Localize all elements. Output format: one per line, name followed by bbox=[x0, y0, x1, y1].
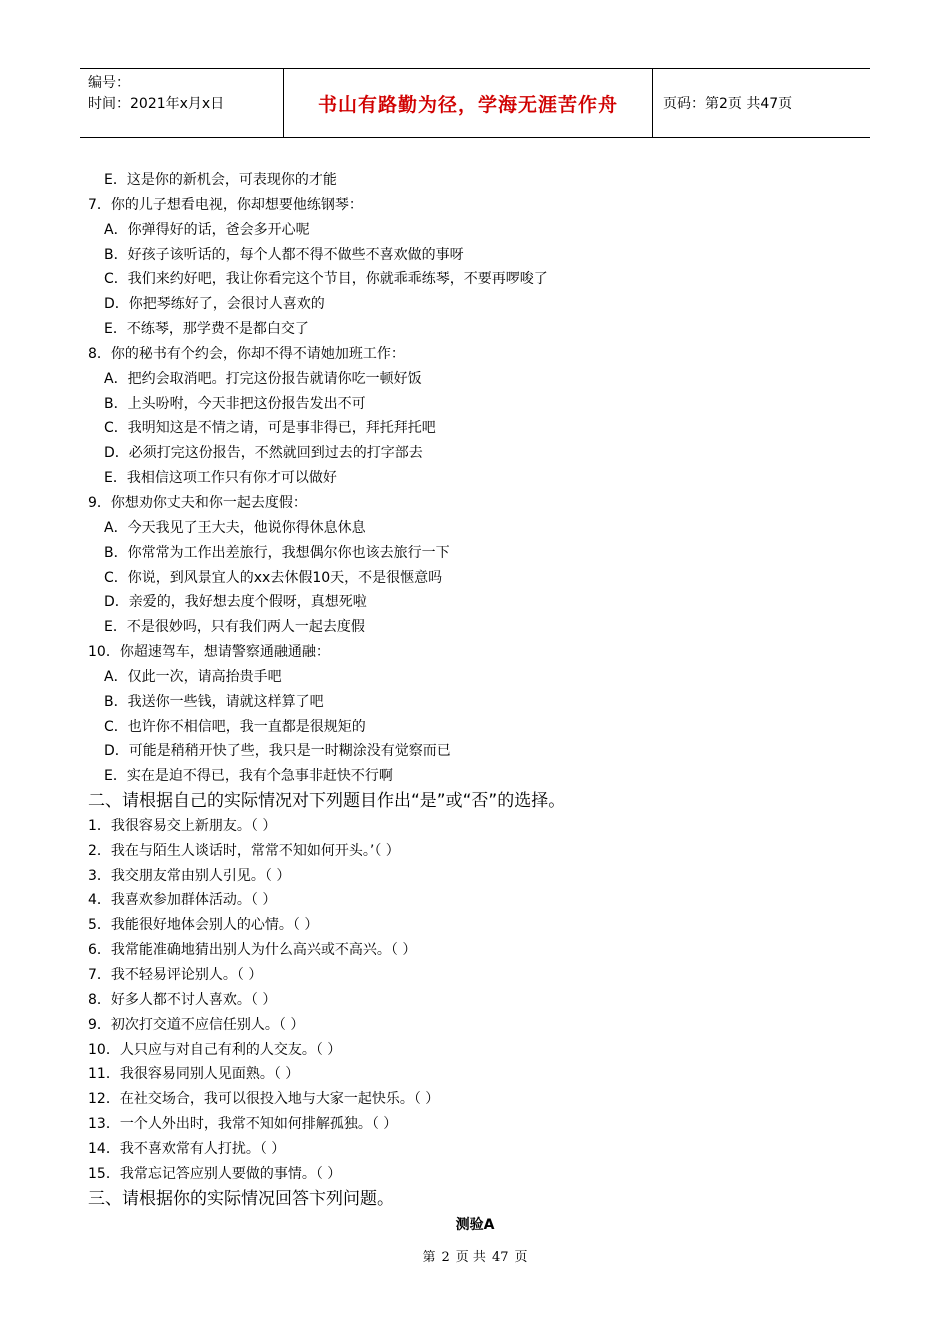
question-item: 7．我不轻易评论别人。（ ） bbox=[88, 967, 263, 983]
question-item: 3．我交朋友常由别人引见。（ ） bbox=[88, 867, 291, 884]
page-footer bbox=[0, 1246, 950, 1265]
header-meta bbox=[80, 69, 283, 137]
answer-option: A．今天我见了王大夫，他说你得休息休息 bbox=[104, 519, 366, 536]
question-item: 7．你的儿子想看电视，你却想要他练钢琴： bbox=[88, 196, 363, 213]
footer-total-pages: 47 bbox=[491, 1250, 509, 1265]
question-item: 1．我很容易交上新朋友。（ ） bbox=[88, 817, 277, 834]
question-item: 15．我常忘记答应别人要做的事情。（ ） bbox=[88, 1165, 342, 1182]
question-item: 2．我在与陌生人谈话时，常常不知如何开头。’（ ） bbox=[88, 842, 400, 859]
answer-option: D．你把琴练好了，会很讨人喜欢的 bbox=[104, 296, 325, 313]
page-header bbox=[80, 68, 870, 138]
question-item: 12．在社交场合，我可以很投入地与大家一起快乐。（ ） bbox=[88, 1091, 440, 1108]
section-subtitle: 测验A bbox=[455, 1217, 495, 1233]
answer-option: B．你常常为工作出差旅行，我想偶尔你也该去旅行一下 bbox=[104, 544, 450, 561]
answer-option: D．亲爱的，我好想去度个假呀，真想死啦 bbox=[104, 594, 367, 611]
question-item: 11．我很容易同别人见面熟。（ ） bbox=[88, 1066, 300, 1083]
answer-option: B．上头吩咐，今天非把这份报告发出不可 bbox=[104, 395, 366, 412]
header-motto: 书山有路勤为径，学海无涯苦作舟 bbox=[283, 69, 653, 137]
answer-option: E．我相信这项工作只有你才可以做好 bbox=[104, 470, 337, 487]
question-item: 6．我常能准确地猜出别人为什么高兴或不高兴。（ ） bbox=[88, 942, 417, 959]
answer-option: D．可能是稍稍开快了些，我只是一时糊涂没有觉察而已 bbox=[104, 743, 451, 760]
question-item: 13．一个人外出时，我常不知如何排解孤独。（ ） bbox=[88, 1116, 398, 1133]
section-heading: 三、请根据你的实际情况回答卞列问题。 bbox=[88, 1188, 394, 1209]
answer-option: C．我明知这是不情之请，可是事非得已，拜托拜托吧 bbox=[104, 420, 436, 437]
answer-option: D．必须打完这份报告，不然就回到过去的打字部去 bbox=[104, 445, 423, 462]
question-item: 14．我不喜欢常有人打扰。（ ） bbox=[88, 1140, 286, 1157]
answer-option: A．把约会取消吧。打完这份报告就请你吃一顿好饭 bbox=[104, 370, 422, 387]
answer-option: C．我们来约好吧，我让你看完这个节目，你就乖乖练琴，不要再啰唆了 bbox=[104, 271, 548, 288]
answer-option: E．不练琴，那学费不是都白交了 bbox=[104, 321, 309, 338]
question-item: 8．你的秘书有个约会，你却不得不请她加班工作： bbox=[88, 345, 405, 362]
answer-option: A．你弹得好的话，爸会多开心呢 bbox=[104, 221, 310, 238]
question-item: 4．我喜欢参加群体活动。（ ） bbox=[88, 892, 277, 909]
document-number-label: 编号： bbox=[88, 75, 130, 91]
section-heading: 二、请根据自己的实际情况对下列题目作出“是”或“否”的选择。 bbox=[88, 791, 566, 812]
question-item: 10．你超速驾车，想请警察通融通融： bbox=[88, 644, 330, 661]
footer-prefix: 第 bbox=[422, 1250, 436, 1265]
answer-option: E．不是很妙吗，只有我们两人一起去度假 bbox=[104, 619, 365, 636]
answer-option: C．也许你不相信吧，我一直都是很规矩的 bbox=[104, 718, 366, 735]
answer-option: A．仅此一次，请高抬贵手吧 bbox=[104, 668, 282, 685]
question-item: 9．你想劝你丈夫和你一起去度假： bbox=[88, 494, 307, 511]
footer-suffix: 页 bbox=[514, 1250, 528, 1265]
footer-middle: 页 共 bbox=[455, 1250, 486, 1265]
question-item: 8．好多人都不讨人喜欢。（ ） bbox=[88, 991, 277, 1008]
document-date: 时间：2021年x月x日 bbox=[88, 96, 225, 112]
document-body bbox=[88, 168, 868, 1211]
header-page-info: 页码：第2页 共47页 bbox=[663, 96, 793, 112]
question-item: 5．我能很好地体会别人的心情。（ ） bbox=[88, 917, 319, 934]
footer-page-number: 2 bbox=[441, 1250, 450, 1265]
question-item: 10．人只应与对自己有利的人交友。（ ） bbox=[88, 1041, 342, 1058]
answer-option: C．你说，到风景宜人的xx去休假10天，不是很惬意吗 bbox=[104, 569, 443, 586]
answer-option: E．实在是迫不得已，我有个急事非赶快不行啊 bbox=[104, 768, 393, 785]
question-item: 9．初次打交道不应信任别人。（ ） bbox=[88, 1016, 305, 1033]
answer-option: B．好孩子该听话的，每个人都不得不做些不喜欢做的事呀 bbox=[104, 246, 464, 263]
answer-option: B．我送你一些钱，请就这样算了吧 bbox=[104, 693, 324, 710]
answer-option: E．这是你的新机会，可表现你的才能 bbox=[104, 172, 337, 188]
